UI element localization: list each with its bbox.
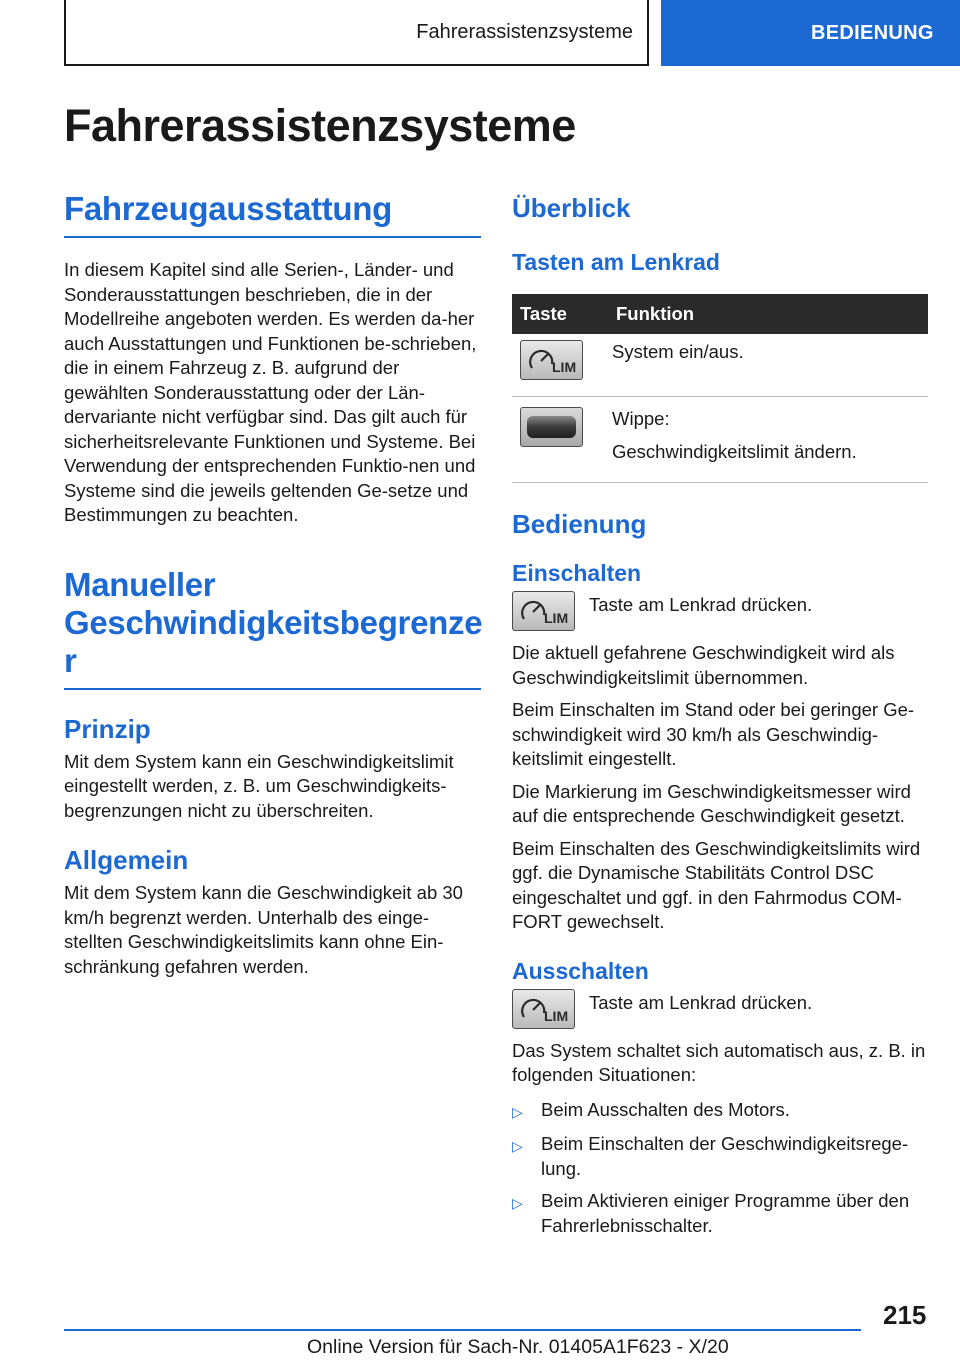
lim-button-icon bbox=[512, 591, 575, 631]
ausschalten-list bbox=[512, 1098, 928, 1239]
list-item bbox=[512, 1189, 928, 1238]
table-header-taste: Taste bbox=[512, 294, 608, 334]
table-row bbox=[512, 397, 928, 483]
footer-online-version: Online Version für Sach-Nr. 01405A1F623 - X/20 bbox=[307, 1336, 729, 1358]
paragraph-einschalten-4: Beim Einschalten des Geschwindigkeitslimits wird ggf. die Dynamische Stabilitäts Control DSC eingeschaltet und ggf. in den Fahrmodus COM-FORT gewechselt. bbox=[512, 837, 921, 932]
svg-text:LIM: LIM bbox=[544, 1007, 569, 1024]
triangle-bullet-icon: ▷ bbox=[512, 1195, 523, 1211]
table-row bbox=[512, 334, 928, 397]
paragraph-ausschalten-1: Das System schaltet sich automatisch aus, z. B. in folgenden Situationen: bbox=[512, 1039, 926, 1085]
lim-button-icon bbox=[512, 989, 575, 1029]
list-item bbox=[512, 1098, 928, 1125]
rocker-switch-icon bbox=[520, 407, 583, 447]
right-column bbox=[512, 190, 928, 1246]
ausschalten-taste-text: Taste am Lenkrad drücken. bbox=[589, 991, 813, 1013]
left-column bbox=[64, 190, 481, 979]
list-item-text: Beim Ausschalten des Motors. bbox=[541, 1098, 790, 1120]
table-cell-funktion: Geschwindigkeitslimit ändern. bbox=[612, 440, 857, 462]
header-chapter-label: BEDIENUNG bbox=[811, 21, 934, 44]
lim-button-icon bbox=[520, 340, 583, 380]
triangle-bullet-icon: ▷ bbox=[512, 1138, 523, 1154]
page-title: Fahrerassistenzsysteme bbox=[64, 100, 576, 151]
heading-ueberblick: Überblick bbox=[512, 193, 631, 223]
keys-table bbox=[512, 294, 928, 483]
heading-fahrzeugausstattung: Fahrzeugausstattung bbox=[64, 190, 392, 227]
list-item-text: Beim Einschalten der Geschwindigkeitsrege-lung. bbox=[541, 1133, 909, 1179]
paragraph-einschalten-3: Die Markierung im Geschwindigkeitsmesser wird auf die entsprechende Geschwindigkeit gesetzt. bbox=[512, 780, 911, 826]
paragraph-einschalten-1: Die aktuell gefahrene Geschwindigkeit wird als Geschwindigkeitslimit übernommen. bbox=[512, 642, 895, 688]
heading-ausschalten: Ausschalten bbox=[512, 957, 649, 984]
table-header-funktion: Funktion bbox=[608, 294, 928, 334]
paragraph-einschalten-2: Beim Einschalten im Stand oder bei geringer Ge-schwindigkeit wird 30 km/h als Geschwindig-keitslimit eingestellt. bbox=[512, 699, 915, 769]
heading-manueller-begrenzer: Manueller Geschwindigkeitsbegrenze r bbox=[64, 565, 483, 679]
heading-tasten-am-lenkrad: Tasten am Lenkrad bbox=[512, 249, 720, 275]
paragraph-fahrzeugausstattung: In diesem Kapitel sind alle Serien-, Länder- und Sonderausstattungen beschrieben, die in der Modellreihe angeboten werden. Es werden da-her auch Ausstattungen und Funktionen be-schrieben, die in einem Fahrzeug z. B. aufgrund der gewählten Sonderausstattung oder der Län-dervariante nicht verfügbar sind. Das gilt auch für sicherheitsrelevante Funktionen und Systeme. Bei Verwendung der entsprechenden Funktio-nen und Systeme sind die jeweils geltenden Ge-setze und Bestimmungen zu beachten. bbox=[64, 259, 477, 525]
einschalten-taste-text: Taste am Lenkrad drücken. bbox=[589, 594, 813, 615]
triangle-bullet-icon: ▷ bbox=[512, 1103, 523, 1120]
table-cell-funktion: System ein/aus. bbox=[612, 341, 744, 362]
paragraph-allgemein: Mit dem System kann die Geschwindigkeit ab 30 km/h begrenzt werden. Unterhalb des einge-stellten Geschwindigkeitslimits kann ohne Ein-schränkung gefahren werden. bbox=[64, 882, 463, 977]
svg-text:LIM: LIM bbox=[544, 610, 569, 626]
heading-rule bbox=[64, 688, 481, 690]
footer-rule bbox=[64, 1329, 861, 1331]
header-section-box bbox=[64, 0, 649, 66]
list-item-text: Beim Aktivieren einiger Programme über den Fahrerlebnisschalter. bbox=[541, 1190, 910, 1236]
heading-einschalten: Einschalten bbox=[512, 560, 642, 586]
table-cell-funktion: Wippe: bbox=[612, 408, 670, 429]
header-section-label: Fahrerassistenzsysteme bbox=[416, 20, 633, 43]
heading-allgemein: Allgemein bbox=[64, 845, 189, 875]
header-chapter-tab[interactable] bbox=[661, 0, 960, 66]
ausschalten-instruction bbox=[512, 989, 928, 1029]
einschalten-instruction bbox=[512, 591, 928, 631]
heading-prinzip: Prinzip bbox=[64, 713, 151, 744]
heading-bedienung: Bedienung bbox=[512, 509, 647, 539]
paragraph-prinzip: Mit dem System kann ein Geschwindigkeitslimit eingestellt werden, z. B. um Geschwindigkeits-begrenzungen nicht zu überschreiten. bbox=[64, 750, 454, 821]
svg-text:LIM: LIM bbox=[552, 359, 577, 375]
page-number: 215 bbox=[883, 1300, 927, 1330]
list-item bbox=[512, 1132, 928, 1181]
heading-rule bbox=[64, 236, 481, 238]
